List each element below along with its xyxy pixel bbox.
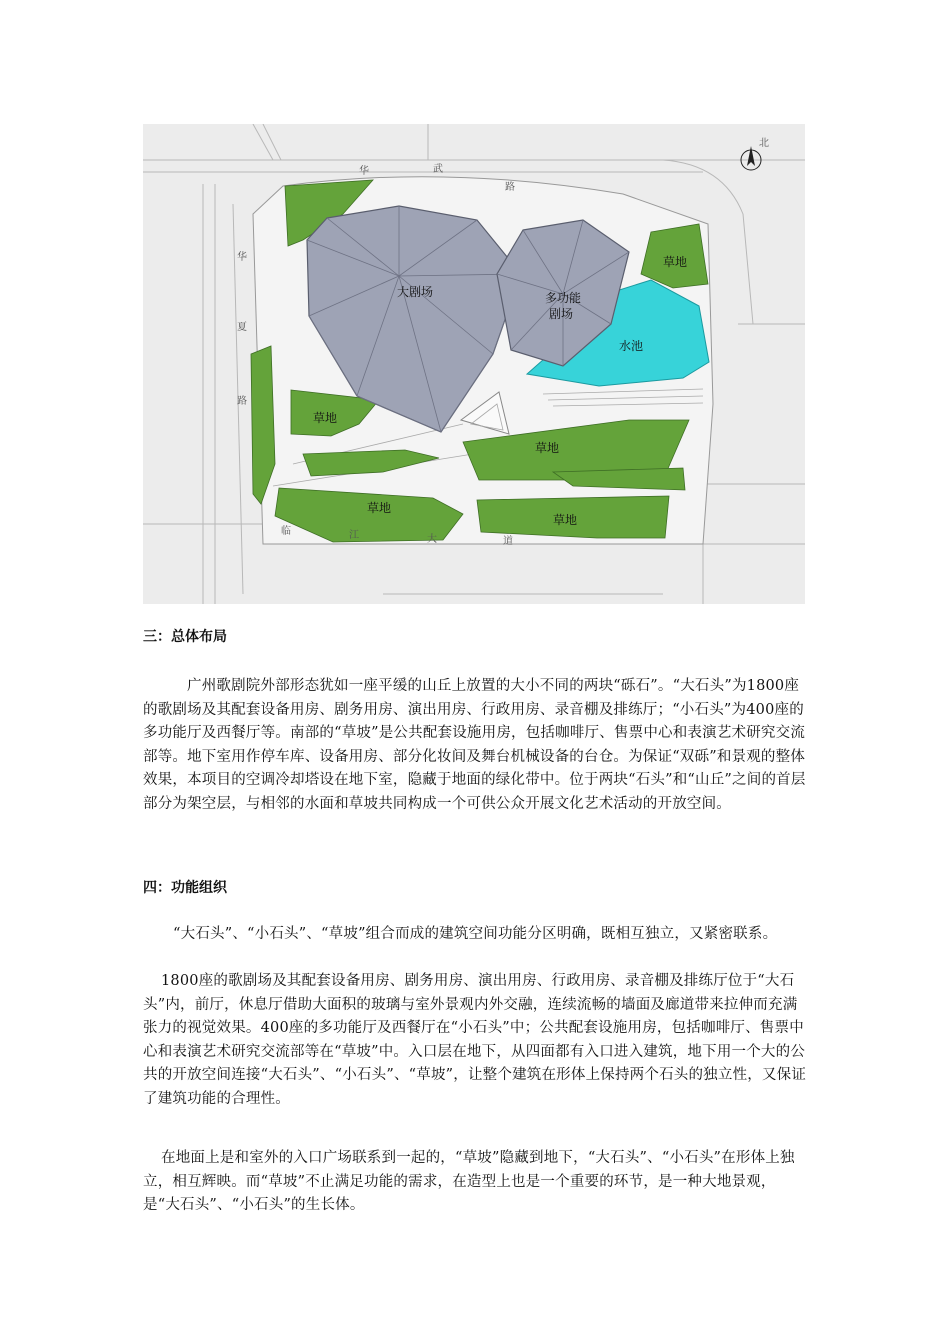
section-paragraph: 广州歌剧院外部形态犹如一座平缓的山丘上放置的大小不同的两块“砾石”。“大石头”为1800座的歌剧场及其配套设备用房、剧务用房、演出用房、行政用房、录音棚及排练厅；“小石头”为400座的多功能厅及西餐厅等。南部的“草坡”是公共配套设施用房，包括咖啡厅、售票中心和表演艺术研究交流部等。地下室用作停车库、设备用房、部分化妆间及舞台机械设备的台仓。为保证“双砾”和景观的整体效果，本项目的空调冷却塔设在地下室，隐藏于地面的绿化带中。位于两块“石头”和“山丘”之间的首层部分为架空层，与相邻的水面和草坡共同构成一个可供公众开展文化艺术活动的开放空间。 xyxy=(143,678,806,812)
label-multi-theater-2: 剧场 xyxy=(549,307,574,321)
street-north-char: 华 xyxy=(359,166,369,177)
section-paragraph: 1800座的歌剧场及其配套设备用房、剧务用房、演出用房、行政用房、录音棚及排练厅位于“大石头”内，前厅，休息厅借助大面积的玻璃与室外景观内外交融，连续流畅的墙面及廊道带来拉伸而充满张力的视觉效果。400座的多功能厅及西餐厅在“小石头”中；公共配套设施用房，包括咖啡厅、售票中心和表演艺术研究交流部等在“草坡”中。入口层在地下，从四面都有入口进入建筑，地下用一个大的公共的开放空间连接“大石头”、“小石头”、“草坡”，让整个建筑在形体上保持两个石头的独立性，又保证了建筑功能的合理性。 xyxy=(143,973,807,1107)
section-paragraph: “大石头”、“小石头”、“草坡”组合而成的建筑空间功能分区明确，既相互独立，又紧密联系。 xyxy=(173,926,778,942)
label-large-theater: 大剧场 xyxy=(397,285,434,299)
north-arrow-icon xyxy=(741,146,761,170)
label-multi-theater-1: 多功能 xyxy=(545,291,582,305)
section-heading-layout: 三：总体布局 xyxy=(143,629,227,645)
north-marker: 北 xyxy=(759,138,769,149)
label-lawn: 草地 xyxy=(553,513,578,527)
street-west-char: 夏 xyxy=(237,322,247,333)
section-paragraph: 在地面上是和室外的入口广场联系到一起的，“草坡”隐藏到地下，“大石头”、“小石头”在形体上独立，相互辉映。而“草坡”不止满足功能的需求，在造型上也是一个重要的环节，是一种大地景观，是“大石头”、“小石头”的生长体。 xyxy=(143,1150,795,1213)
section-heading-function: 四：功能组织 xyxy=(143,880,227,896)
label-lawn: 草地 xyxy=(367,501,392,515)
street-west-char: 路 xyxy=(237,396,247,407)
label-lawn: 草地 xyxy=(535,441,560,455)
street-west-char: 华 xyxy=(237,252,247,263)
label-lawn: 草地 xyxy=(313,411,338,425)
street-north-char: 武 xyxy=(433,164,443,175)
street-south-char: 道 xyxy=(503,536,513,547)
label-pool: 水池 xyxy=(619,339,644,353)
street-south-char: 江 xyxy=(349,530,359,541)
site-plan-figure xyxy=(143,124,805,604)
street-south-char: 临 xyxy=(281,526,291,537)
street-north-char: 路 xyxy=(505,182,515,193)
site-plan-drawing xyxy=(143,124,805,604)
label-lawn: 草地 xyxy=(663,255,688,269)
street-south-char: 大 xyxy=(427,534,437,545)
